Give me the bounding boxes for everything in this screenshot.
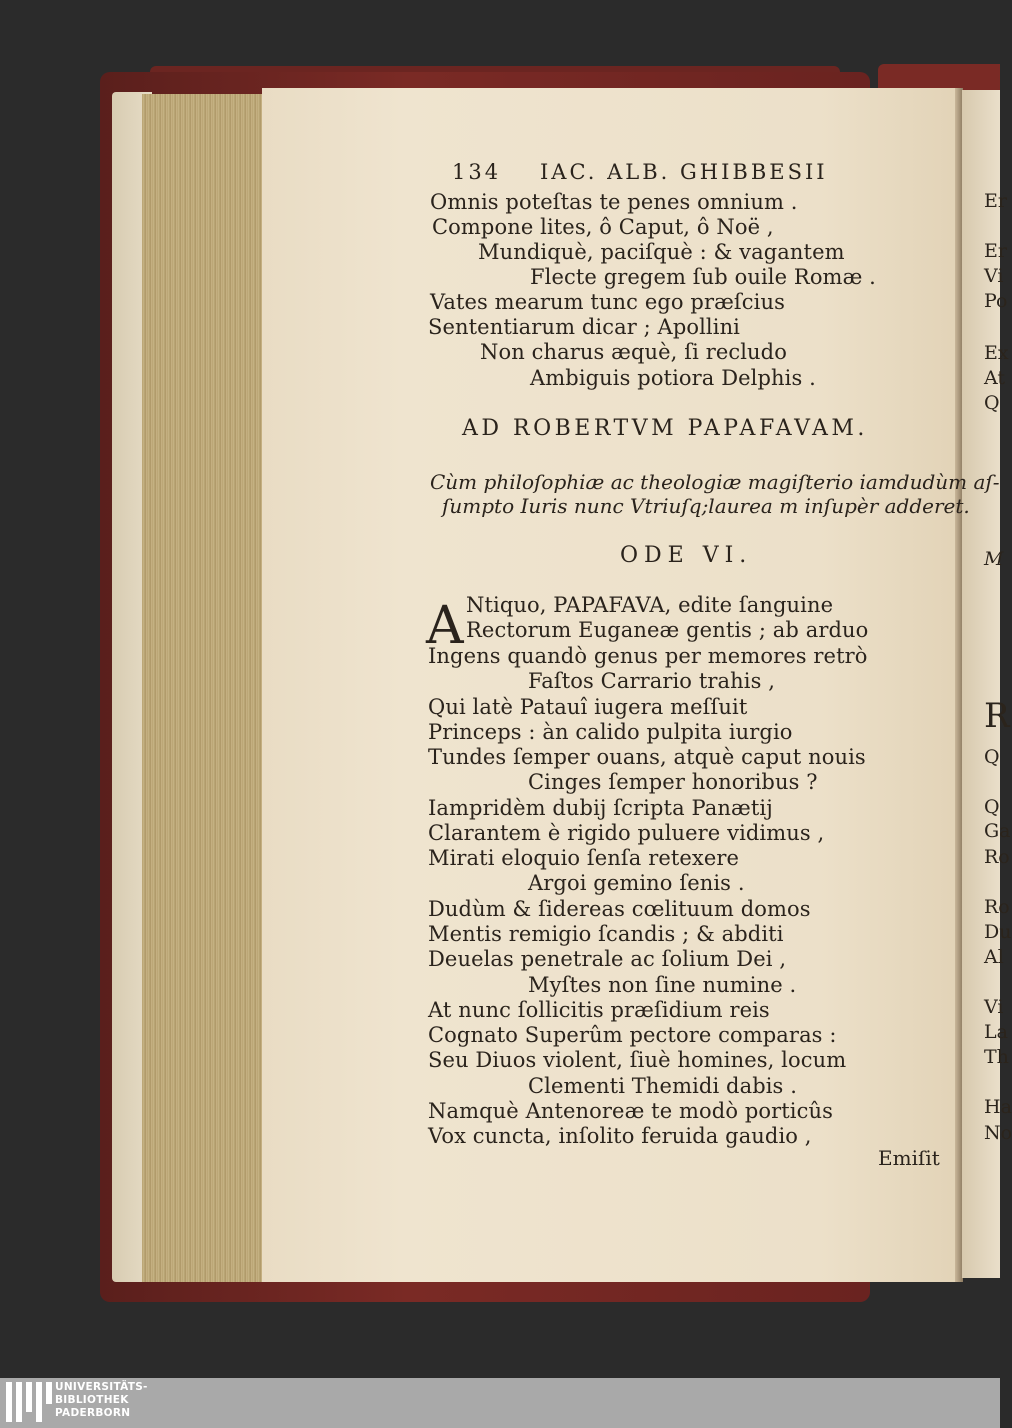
text-line: Ingens quandò genus per memores retrò bbox=[428, 644, 868, 668]
dedication-line: ſumpto Iuris nunc Vtriuſq;laurea m inſupèr adderet. bbox=[442, 494, 970, 518]
text-line: Dudùm & ſidereas cœlituum domos bbox=[428, 897, 811, 921]
library-name-line: UNIVERSITÄTS- bbox=[55, 1381, 148, 1393]
text-line: Mundiquè, paciſquè : & vagantem bbox=[478, 240, 845, 264]
text-line: Non charus æquè, ſi recludo bbox=[480, 340, 787, 364]
library-name-line: BIBLIOTHEK bbox=[55, 1394, 129, 1406]
text-line: Iampridèm dubij ſcripta Panætij bbox=[428, 796, 773, 820]
text-line: Myſtes non ſine numine . bbox=[528, 973, 797, 997]
text-line: Mirati eloquio ſenſa retexere bbox=[428, 846, 740, 870]
drop-cap: A bbox=[426, 596, 464, 656]
facing-page-fragment: Vi bbox=[984, 996, 1004, 1018]
dedication-line: Cùm philoſophiæ ac theologiæ magiſterio iamdudùm aſ- bbox=[430, 470, 1000, 494]
text-line: Qui latè Patauî iugera meſſuit bbox=[428, 695, 748, 719]
text-line: Faſtos Carrario trahis , bbox=[528, 669, 775, 693]
text-line: Sententiarum dicar ; Apollini bbox=[428, 315, 741, 339]
text-line: Cognato Superûm pectore comparas : bbox=[428, 1023, 837, 1047]
text-line: Omnis poteſtas te penes omnium . bbox=[430, 190, 798, 214]
library-footer bbox=[0, 1378, 1000, 1428]
facing-page-fragment: M bbox=[984, 548, 1004, 570]
library-logo-icon bbox=[6, 1382, 50, 1424]
text-line: Deuelas penetrale ac ſolium Dei , bbox=[428, 947, 787, 971]
facing-page-fragment: Q bbox=[984, 392, 1000, 414]
facing-page-fragment: Du bbox=[984, 921, 1012, 943]
facing-page-fragment: Ro bbox=[984, 896, 1010, 918]
facing-page-fragment: Q bbox=[984, 746, 1000, 768]
facing-page-fragment: At bbox=[984, 367, 1006, 389]
ode-heading: ODE VI. bbox=[620, 543, 753, 568]
facing-page-fragment: Ha bbox=[984, 1096, 1012, 1118]
text-line: At nunc ſollicitis præſidium reis bbox=[428, 998, 770, 1022]
facing-page-fragment: Po bbox=[984, 290, 1008, 312]
poem-title: AD ROBERTVM PAPAFAVAM. bbox=[462, 416, 868, 441]
catchword: Emiſit bbox=[878, 1146, 940, 1170]
text-line: Clementi Themidi dabis . bbox=[528, 1074, 797, 1098]
page-number: 134 bbox=[452, 160, 502, 184]
text-line: Princeps : àn calido pulpita iurgio bbox=[428, 720, 793, 744]
facing-page-fragment: La bbox=[984, 1021, 1008, 1043]
running-head: IAC. ALB. GHIBBESII bbox=[540, 160, 828, 184]
text-line: Compone lites, ô Caput, ô Noë , bbox=[432, 215, 774, 239]
text-line: Vox cuncta, inſolito feruida gaudio , bbox=[428, 1124, 812, 1148]
text-line: Argoi gemino ſenis . bbox=[528, 871, 745, 895]
facing-page-fragment: Ga bbox=[984, 820, 1011, 842]
text-line: Ntiquo, PAPAFAVA, edite ſanguine bbox=[466, 593, 834, 617]
text-line: Clarantem è rigido puluere vidimus , bbox=[428, 821, 825, 845]
page-block-edges bbox=[142, 94, 264, 1282]
facing-page-fragment: R bbox=[984, 696, 1010, 736]
text-line: Flecte gregem ſub ouile Romæ . bbox=[530, 265, 876, 289]
facing-page-fragment: Th bbox=[984, 1046, 1009, 1068]
text-line: Tundes ſemper ouans, atquè caput nouis bbox=[428, 745, 866, 769]
facing-page-fragment: No bbox=[984, 1122, 1012, 1144]
facing-cover-edge bbox=[878, 64, 1000, 90]
facing-page-fragment: Er bbox=[984, 240, 1007, 262]
text-line: Rectorum Euganeæ gentis ; ab arduo bbox=[466, 618, 869, 642]
facing-page-fragment: Q bbox=[984, 796, 1000, 818]
facing-page-fragment: Ex bbox=[984, 342, 1009, 364]
library-name bbox=[55, 1381, 148, 1420]
facing-page-fragment: Er bbox=[984, 190, 1007, 212]
facing-page-fragment: Ro bbox=[984, 846, 1010, 868]
text-line: Vates mearum tunc ego præſcius bbox=[430, 290, 785, 314]
text-line: Cinges ſemper honoribus ? bbox=[528, 770, 818, 794]
text-line: Mentis remigio ſcandis ; & abditi bbox=[428, 922, 784, 946]
text-line: Ambiguis potiora Delphis . bbox=[530, 366, 816, 390]
text-line: Seu Diuos violent, ſiuè homines, locum bbox=[428, 1048, 847, 1072]
facing-page-fragment: Vi bbox=[984, 265, 1004, 287]
library-name-line: PADERBORN bbox=[55, 1407, 131, 1419]
facing-page-fragment: Al bbox=[984, 946, 1004, 968]
text-line: Namquè Antenoreæ te modò porticûs bbox=[428, 1099, 833, 1123]
